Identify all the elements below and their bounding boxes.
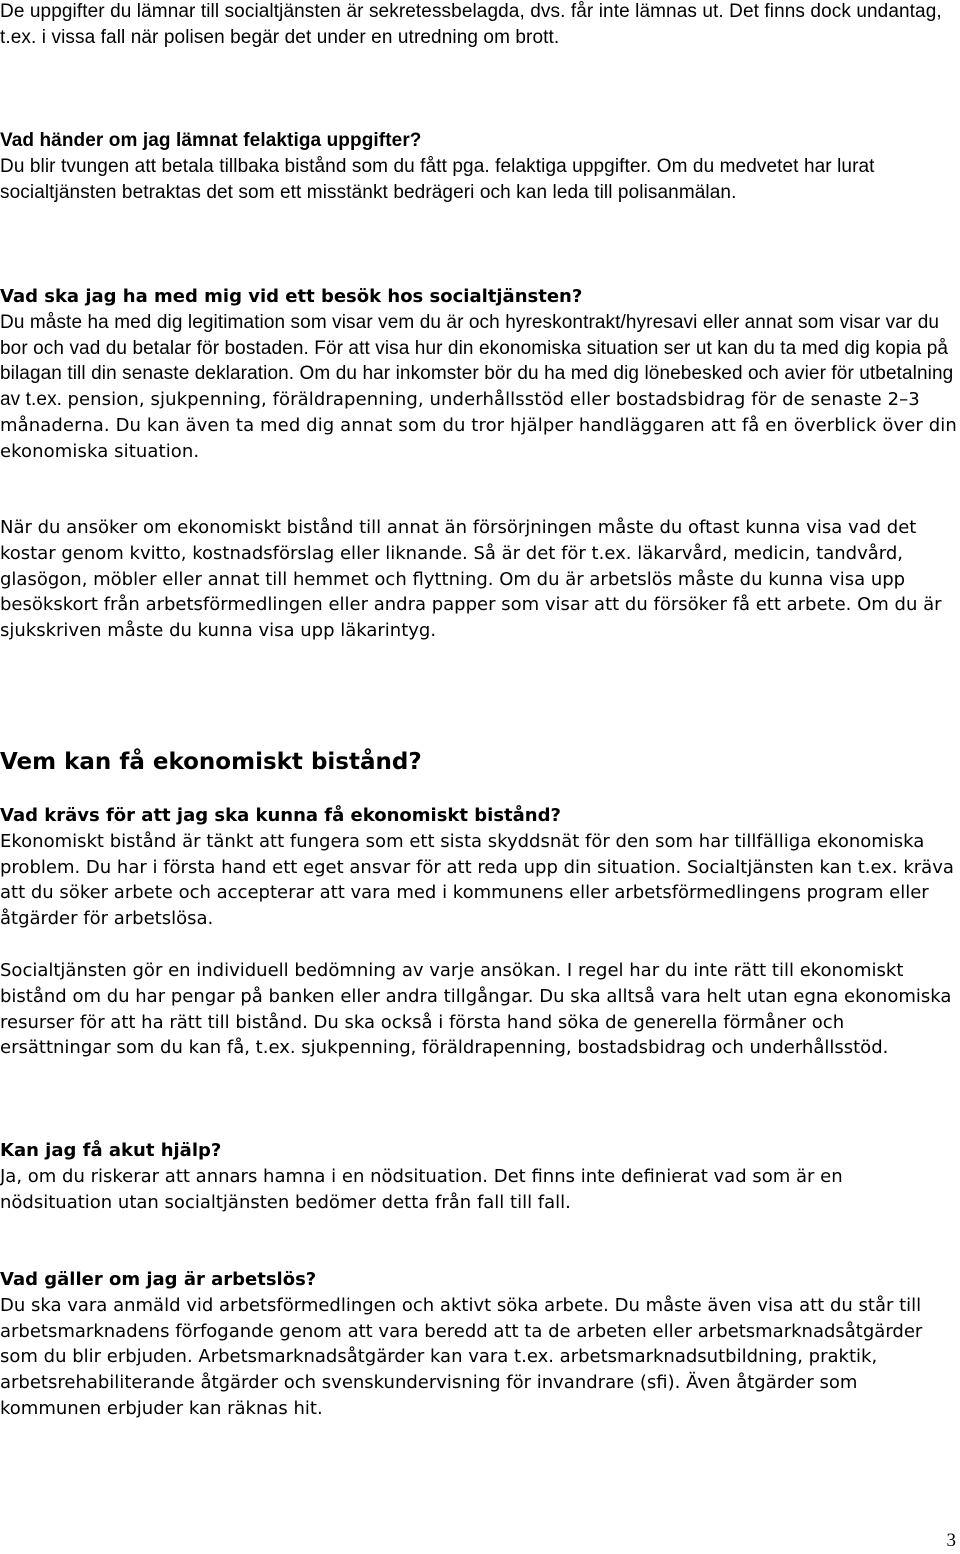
besok-paragraph-part1: Du måste ha med dig legitimation som visar vem du är och hyreskontrakt/hyresavi eller annat som visar var du bor och vad du betalar för bostaden. För att visa hur din ekonomiska situation ser ut kan du ta med dig kopia på bilagan till din senaste deklaration. Om du har inkomster bör du ha med dig lönebesked och avier för utbetalning av t.ex.	[0, 311, 954, 411]
page-number: 3	[946, 1530, 956, 1551]
bedomning-paragraph: Socialtjänsten gör en individuell bedömning av varje ansökan. I regel har du inte rätt till ekonomiskt bistånd om du har pengar på banken eller andra tillgångar. Du ska alltså vara helt utan egna ekonomiska resurser för att ha rätt till bistånd. Du ska också i första hand söka de generella förmåner och ersättningar som du kan få, t.ex. sjukpenning, föräldrapenning, bostadsbidrag och underhållsstöd.	[0, 960, 952, 1059]
ansoker-section	[0, 515, 960, 644]
felaktiga-paragraph: Du blir tvungen att betala tillbaka bistånd som du fått pga. felaktiga uppgifter. Om du medvetet har lurat socialtjänsten betraktas det som ett misstänkt bedrägeri och kan leda till polisanmälan.	[0, 155, 875, 203]
kravs-paragraph: Ekonomiskt bistånd är tänkt att fungera som ett sista skyddsnät för den som har tillfälliga ekonomiska problem. Du har i första hand ett eget ansvar för att reda upp din situation. Socialtjänsten kan t.ex. kräva att du söker arbete och accepterar att vara med i kommunens eller arbetsförmedlingens program eller åtgärder för arbetslösa.	[0, 830, 954, 930]
ansoker-paragraph: När du ansöker om ekonomiskt bistånd till annat än försörjningen måste du oftast kunna visa vad det kostar genom kvitto, kostnadsförslag eller liknande. Så är det för t.ex. läkarvård, medicin, tandvård, glasögon, möbler eller annat till hemmet och flyttning. Om du är arbetslös måste du kunna visa upp besökskort från arbetsförmedlingen eller andra papper som visar att du försöker få ett arbete. Om du är sjukskriven måste du kunna visa upp läkarintyg.	[0, 517, 942, 642]
section-title: Vem kan få ekonomiskt bistånd?	[0, 749, 422, 775]
besok-heading: Vad ska jag ha med mig vid ett besök hos socialtjänsten?	[0, 286, 583, 307]
arbetslos-section	[0, 1267, 960, 1422]
akut-section	[0, 1138, 960, 1215]
kravs-heading: Vad krävs för att jag ska kunna få ekonomiskt bistånd?	[0, 805, 561, 826]
besok-paragraph	[0, 310, 960, 465]
arbetslos-paragraph: Du ska vara anmäld vid arbetsförmedlingen och aktivt söka arbete. Du måste även visa att du står till arbetsmarknadens förfogande genom att vara beredd att ta de arbeten eller arbetsmarknadsåtgärder som du blir erbjuden. Arbetsmarknadsåtgärder kan vara t.ex. arbetsmarknadsutbildning, praktik, arbetsrehabiliterande åtgärder och svenskundervisning för invandrare (sfi). Även åtgärder som kommunen erbjuder kan räknas hit.	[0, 1294, 923, 1419]
bedomning-section	[0, 958, 960, 1061]
intro-section	[0, 0, 960, 51]
akut-paragraph: Ja, om du riskerar att annars hamna i en nödsituation. Det finns inte definierat vad som är en nödsituation utan socialtjänsten bedömer detta från fall till fall.	[0, 1165, 843, 1213]
akut-heading: Kan jag få akut hjälp?	[0, 1140, 222, 1161]
felaktiga-heading: Vad händer om jag lämnat felaktiga uppgifter?	[0, 130, 422, 151]
besok-section	[0, 284, 960, 465]
felaktiga-section	[0, 128, 960, 205]
intro-paragraph: De uppgifter du lämnar till socialtjänsten är sekretessbelagda, dvs. får inte lämnas ut. Det finns dock undantag, t.ex. i vissa fall när polisen begär det under en utredning om brott.	[0, 1, 942, 48]
kravs-section	[0, 803, 960, 932]
besok-paragraph-part2: pension, sjukpenning, föräldrapenning, underhållsstöd eller bostadsbidrag för de senaste 2–3 månaderna. Du kan även ta med dig annat som du tror hjälper handläggaren att få en överblick över din ekonomiska situation.	[0, 389, 957, 462]
arbetslos-heading: Vad gäller om jag är arbetslös?	[0, 1269, 317, 1290]
section-title-block	[0, 748, 960, 776]
